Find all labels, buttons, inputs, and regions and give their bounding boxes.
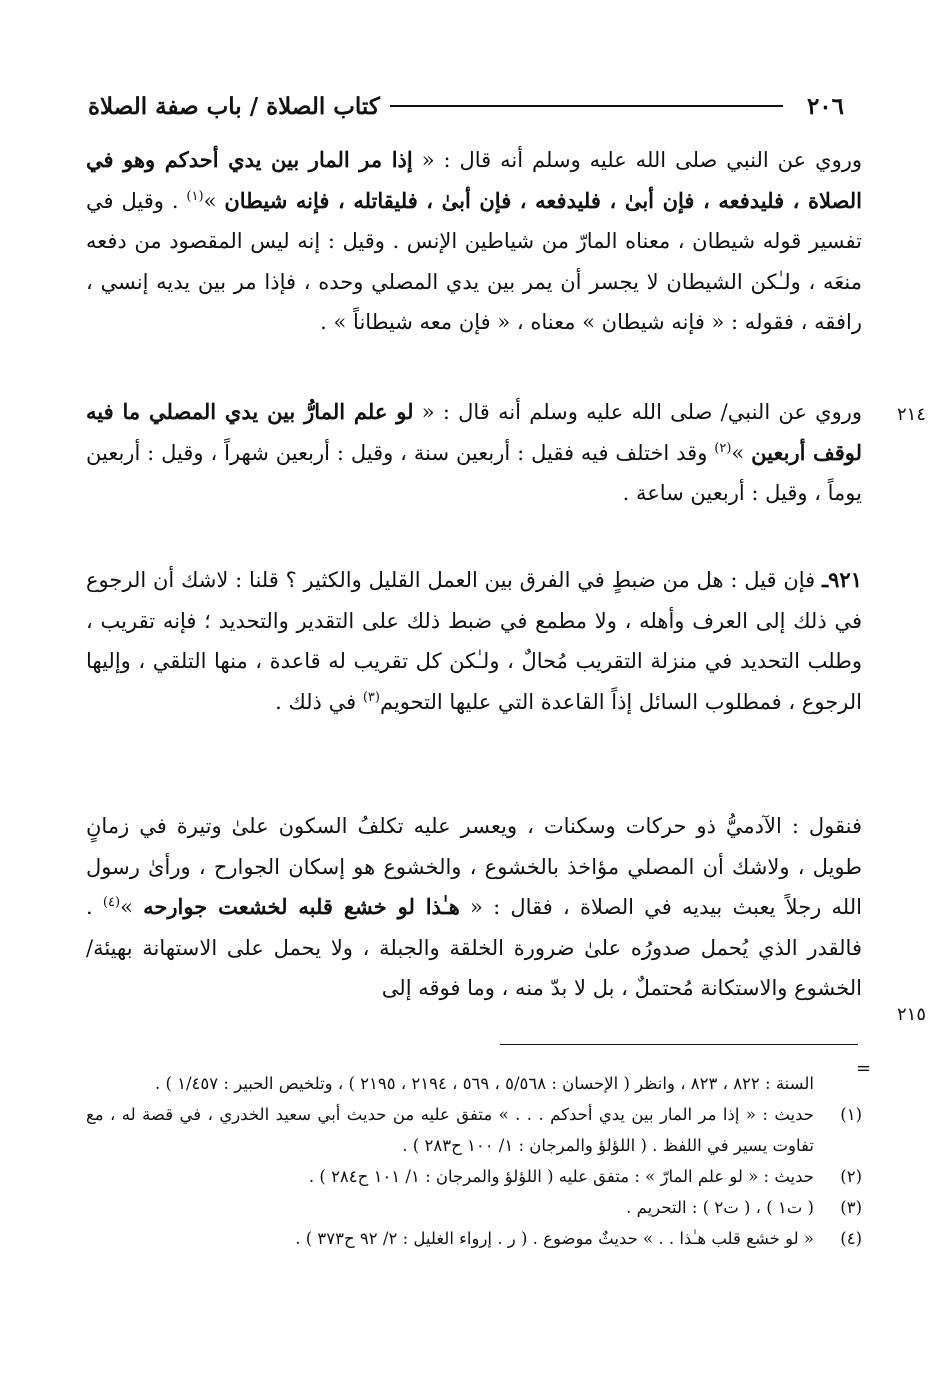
text-run: . وقيل في تفسير قوله شيطان ، معناه المارّ من شياطين الإنس . وقيل : إنه ليس المقصود من دفعه منعَه ، ولـٰكن الشيطان لا يجسر أن يمر بين يدي المصلي وحده ، فإذا مر بين يديه إنسي ، رافقه ، فقوله : « فإنه شيطان » معناه ، « فإن معه شيطاناً » . [86, 188, 862, 334]
margin-folio-number: ٢١٤ [896, 404, 926, 425]
footnote-text: ( ت١ ) ، ( ت٢ ) : التحريم . [626, 1198, 814, 1217]
footnote-ref: (٤) [102, 895, 121, 910]
text-run: فإن قيل : هل من ضبطٍ في الفرق بين العمل القليل والكثير ؟ قلنا : لاشك أن الرجوع في ذلك إلى العرف وأهله ، ولا مطمع في ضبط ذلك على التقدير والتحديد ؛ فإنه تقريب ، وطلب التحديد في منزلة التقريب مُحالٌ ، ولـٰكن كل تقريب له قاعدة ، منها التلقي ، وإليها الرجوع ، فمطلوب السائل إذاً القاعدة التي عليها التحويم [86, 568, 862, 714]
footnote-label: (٣) [840, 1198, 862, 1217]
footnote-ref: (١) [186, 188, 204, 204]
text-run: » [203, 188, 225, 213]
footnote-item [86, 1161, 862, 1192]
paragraph-2 [86, 392, 862, 514]
margin-folio-number: ٢١٥ [896, 1004, 926, 1025]
footnote-ref: (٣) [362, 689, 380, 705]
page-number: ٢٠٦ [806, 92, 844, 120]
hadith-quote: إذا مر المار بين يدي أحدكم وهو في الصلاة ، فليدفعه ، فإن أبىٰ ، فليدفعه ، فإن أبىٰ ، فليقاتله ، فإنه شيطان [86, 147, 862, 213]
footnote-label: (١) [840, 1105, 862, 1124]
running-header [88, 86, 844, 126]
text-run: وقد اختلف فيه فقيل : أربعين سنة ، وقيل : أربعين شهراً ، وقيل : أربعين يوماً ، وقيل : أربعين ساعة . [86, 440, 862, 505]
continuation-mark: = [856, 1058, 872, 1079]
footnote-text: حديث : « إذا مر المار بين يدي أحدكم . . . » متفق عليه من حديث أبي سعيد الخدري ، في قصة له ، مع تفاوت يسير في اللفظ . ( اللؤلؤ والمرجان : ١/ ١٠٠ ح٢٨٣ ) . [86, 1105, 814, 1155]
footnote-label: (٢) [840, 1167, 862, 1186]
footnotes [86, 1068, 862, 1254]
footnote-item [86, 1223, 862, 1254]
footnote-item [86, 1192, 862, 1223]
footnote-ref: (٢) [714, 440, 732, 456]
header-rule [390, 105, 783, 107]
footnote-text: حديث : « لو علم المارّ » : متفق عليه ( اللؤلؤ والمرجان : ١/ ١٠١ ح٢٨٤ ) . [308, 1167, 814, 1186]
paragraph-4 [86, 806, 862, 1009]
hadith-quote: لو علم المارُّ بين يدي المصلي ما فيه لوقف أربعين [86, 399, 862, 465]
text-run: . فالقدر الذي يُحمل صدورُه علىٰ ضرورة الخلقة والجبلة ، ولا يحمل على الاستهانة بهيئة/ الخشوع والاستكانة مُحتملٌ ، بل لا بدّ منه ، وما فوقه إلى [86, 895, 862, 1000]
text-run: وروي عن النبي صلى الله عليه وسلم أنه قال : « [412, 148, 862, 172]
footnote-label: (٤) [840, 1229, 862, 1248]
paragraph-3 [86, 560, 862, 722]
text-run: » [120, 895, 144, 919]
text-run: في ذلك . [275, 689, 363, 714]
footnote-separator [500, 1044, 858, 1045]
text-run: وروي عن النبي/ صلى الله عليه وسلم أنه قال : « [413, 400, 862, 424]
footnote-item [86, 1099, 862, 1161]
section-number: ٩٢١ـ [822, 567, 862, 592]
footnote-text: « لو خشع قلب هـٰذا . . » حديثٌ موضوع . ( ر . إرواء الغليل : ٢/ ٩٢ ح٣٧٣ ) . [295, 1229, 814, 1248]
header-title: كتاب الصلاة / باب صفة الصلاة [88, 92, 380, 120]
text-run: » [731, 440, 752, 465]
hadith-quote: هـٰذا لو خشع قلبه لخشعت جوارحه [143, 894, 460, 919]
paragraph-1 [86, 140, 862, 343]
footnote-continuation: السنة : ٨٢٢ ، ٨٢٣ ، وانظر ( الإحسان : ٥/٥٦٨ ، ٥٦٩ ، ٢١٩٤ ، ٢١٩٥ ) ، وتلخيص الحبير : ١/٤٥٧ ) . [154, 1074, 814, 1093]
text-run: فنقول : الآدميُّ ذو حركات وسكنات ، ويعسر عليه تكلفُ السكون علىٰ وتيرة في زمانٍ طويل ، ولاشك أن المصلي مؤاخذ بالخشوع ، والخشوع هو إسكان الجوارح ، ورأىٰ رسول الله رجلاً يعبث بيديه في الصلاة ، فقال : « [86, 814, 862, 919]
